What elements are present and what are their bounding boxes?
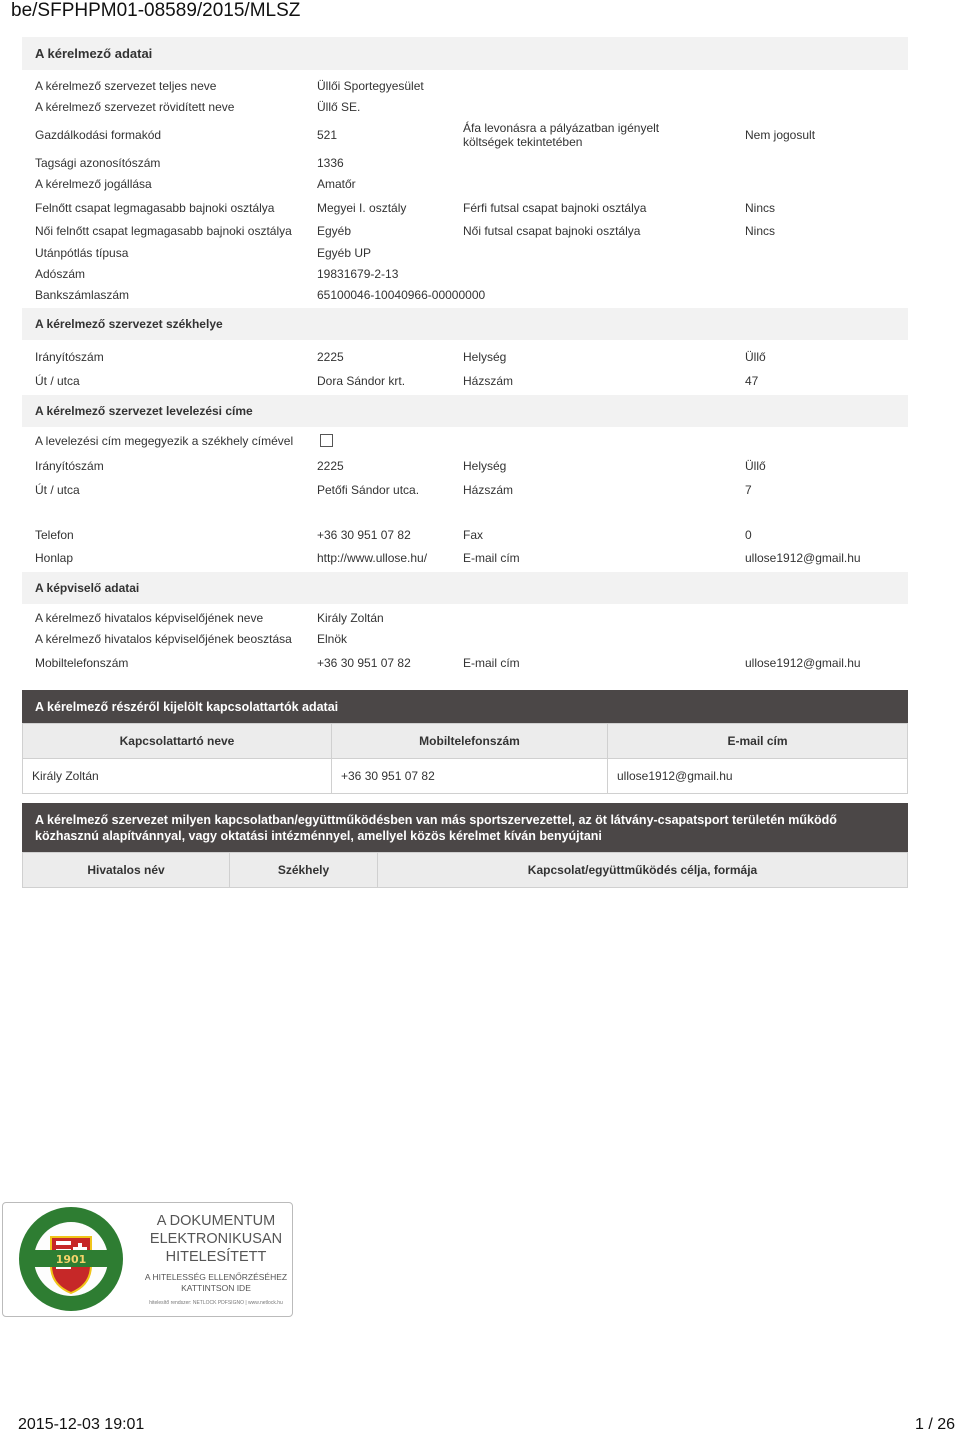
column-header: Mobiltelefonszám	[332, 724, 608, 759]
applicant-section-title: A kérelmező adatai	[35, 46, 153, 61]
vat-value: Nem jogosult	[745, 128, 816, 142]
econ-form-value: 521	[317, 128, 338, 142]
column-header: Kapcsolattartó neve	[23, 724, 332, 759]
stamp-provider: hitelesítő rendszer: NETLOCK PDFSIGNO | www.netlock.hu	[149, 1300, 283, 1306]
youth-value: Egyéb UP	[317, 246, 372, 260]
full-name-label: A kérelmező szervezet teljes neve	[35, 79, 217, 93]
stamp-line-1: A DOKUMENTUM	[156, 1213, 276, 1229]
contact-email-cell: ullose1912@gmail.hu	[608, 759, 908, 794]
men-futsal-value: Nincs	[745, 201, 776, 215]
women-league-value: Egyéb	[317, 224, 352, 238]
cooperation-table-title-bar	[22, 803, 908, 852]
vat-label: Áfa levonásra a pályázatban igényelt költségek tekintetében	[463, 121, 660, 149]
mail-section-title: A kérelmező szervezet levelezési címe	[35, 404, 253, 418]
tax-value: 19831679-2-13	[317, 267, 399, 281]
phone-label: Telefon	[35, 528, 74, 542]
document-id: be/SFPHPM01-08589/2015/MLSZ	[11, 0, 301, 21]
authentication-stamp[interactable]	[2, 1202, 293, 1317]
mail-zip-label: Irányítószám	[35, 459, 104, 473]
stamp-line-3: HITELESÍTETT	[165, 1249, 267, 1265]
cooperation-title-line-2: közhasznú alapítvánnyal, vagy oktatási intézménnyel, amellyel közös kérelmet kíván benyújtani	[35, 829, 602, 843]
adult-league-label: Felnőtt csapat legmagasabb bajnoki osztálya	[35, 201, 275, 215]
website-value[interactable]: http://www.ullose.hu/	[317, 551, 428, 565]
seat-street-value: Dora Sándor krt.	[317, 374, 406, 388]
seat-house-value: 47	[745, 374, 759, 388]
applicant-section-header	[22, 37, 908, 70]
contacts-table-title-bar	[22, 690, 908, 723]
same-address-label: A levelezési cím megegyezik a székhely címével	[35, 434, 294, 448]
women-futsal-value: Nincs	[745, 224, 776, 238]
footer-datetime: 2015-12-03 19:01	[18, 1416, 145, 1433]
seat-city-label: Helység	[463, 350, 507, 364]
mail-city-label: Helység	[463, 459, 507, 473]
phone-value: +36 30 951 07 82	[317, 528, 411, 542]
seat-section-title: A kérelmező szervezet székhelye	[35, 317, 223, 331]
fax-label: Fax	[463, 528, 484, 542]
cooperation-table-header-row	[23, 853, 908, 888]
stamp-line-5: KATTINTSON IDE	[181, 1283, 251, 1293]
email-label: E-mail cím	[463, 551, 520, 565]
stamp-heading	[141, 1212, 291, 1266]
mail-house-label: Házszám	[463, 483, 514, 497]
rep-section-title: A képviselő adatai	[35, 581, 140, 595]
same-address-checkbox[interactable]	[320, 434, 333, 447]
seat-zip-label: Irányítószám	[35, 350, 104, 364]
column-header: Kapcsolat/együttműködés célja, formája	[378, 853, 908, 888]
cooperation-title-line-1: A kérelmező szervezet milyen kapcsolatban/együttműködésben van más sportszervezettel, az öt látvány-csapatsport területén működő	[35, 813, 837, 827]
contact-name-cell: Király Zoltán	[23, 759, 332, 794]
status-value: Amatőr	[317, 177, 356, 191]
women-league-label: Női felnőtt csapat legmagasabb bajnoki osztálya	[35, 224, 292, 238]
full-name-value: Üllői Sportegyesület	[317, 79, 424, 93]
mail-house-value: 7	[745, 483, 752, 497]
seat-city-value: Üllő	[745, 350, 766, 364]
contact-mobile-cell: +36 30 951 07 82	[332, 759, 608, 794]
fax-value: 0	[745, 528, 752, 542]
stamp-line-2: ELEKTRONIKUSAN	[149, 1231, 283, 1247]
bank-label: Bankszámlaszám	[35, 288, 130, 302]
mail-zip-value: 2225	[317, 459, 344, 473]
website-label: Honlap	[35, 551, 74, 565]
rep-role-value: Elnök	[317, 632, 348, 646]
status-label: A kérelmező jogállása	[35, 177, 152, 191]
mail-city-value: Üllő	[745, 459, 766, 473]
stamp-verify-text[interactable]	[141, 1272, 291, 1294]
mail-street-label: Út / utca	[35, 483, 80, 497]
rep-name-label: A kérelmező hivatalos képviselőjének neve	[35, 611, 264, 625]
rep-role-label: A kérelmező hivatalos képviselőjének beosztása	[35, 632, 292, 646]
email-value[interactable]: ullose1912@gmail.hu	[745, 551, 861, 565]
mail-street-value: Petőfi Sándor utca.	[317, 483, 420, 497]
seat-zip-value: 2225	[317, 350, 344, 364]
seat-section-header	[22, 308, 908, 340]
youth-label: Utánpótlás típusa	[35, 246, 129, 260]
short-name-value: Üllő SE.	[317, 100, 361, 114]
bank-value: 65100046-10040966-00000000	[317, 288, 486, 302]
cooperation-table-title	[35, 812, 837, 844]
men-futsal-label: Férfi futsal csapat bajnoki osztálya	[463, 201, 647, 215]
short-name-label: A kérelmező szervezet rövidített neve	[35, 100, 235, 114]
contacts-table	[22, 723, 908, 794]
mail-section-header	[22, 395, 908, 427]
contacts-table-title: A kérelmező részéről kijelölt kapcsolattartók adatai	[35, 700, 339, 714]
women-futsal-label: Női futsal csapat bajnoki osztálya	[463, 224, 641, 238]
adult-league-value: Megyei I. osztály	[317, 201, 407, 215]
econ-form-label: Gazdálkodási formakód	[35, 128, 162, 142]
column-header: E-mail cím	[608, 724, 908, 759]
rep-email-value[interactable]: ullose1912@gmail.hu	[745, 656, 861, 670]
column-header: Székhely	[230, 853, 378, 888]
rep-mobile-label: Mobiltelefonszám	[35, 656, 129, 670]
seal-year: 1901	[55, 1253, 87, 1266]
member-id-label: Tagsági azonosítószám	[35, 156, 161, 170]
member-id-value: 1336	[317, 156, 344, 170]
rep-name-value: Király Zoltán	[317, 611, 384, 625]
rep-section-header	[22, 572, 908, 604]
cooperation-table	[22, 852, 908, 888]
seat-house-label: Házszám	[463, 374, 514, 388]
tax-label: Adószám	[35, 267, 86, 281]
seat-street-label: Út / utca	[35, 374, 80, 388]
footer-page-number: 1 / 26	[914, 1416, 955, 1433]
contacts-table-header-row	[23, 724, 908, 759]
rep-mobile-value: +36 30 951 07 82	[317, 656, 411, 670]
mlsz-seal-icon	[9, 1203, 133, 1316]
rep-email-label: E-mail cím	[463, 656, 520, 670]
column-header: Hivatalos név	[23, 853, 230, 888]
table-row	[23, 759, 908, 794]
stamp-line-4: A HITELESSÉG ELLENŐRZÉSÉHEZ	[144, 1272, 288, 1282]
